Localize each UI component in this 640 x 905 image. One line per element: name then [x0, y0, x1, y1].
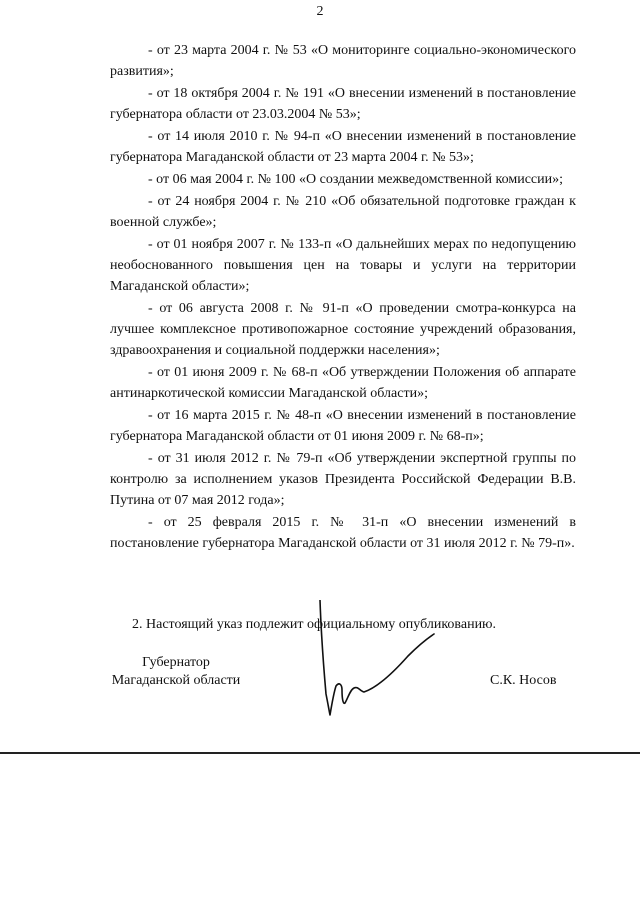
list-item-decree-10: - от 31 июля 2012 г. № 79-п «Об утверждении экспертной группы по контролю за исполнением указов Президента Российской Федерации В.В. Путина от 07 мая 2012 года»;	[110, 451, 576, 508]
signatory-title	[96, 654, 256, 690]
closing-clause: 2. Настоящий указ подлежит официальному опубликованию.	[132, 617, 497, 632]
page-divider	[0, 752, 640, 754]
list-item-decree-2: - от 18 октября 2004 г. № 191 «О внесении изменений в постановление губернатора области от 23.03.2004 № 53»;	[110, 86, 576, 122]
page-number: 2	[316, 4, 324, 19]
list-item-decree-5: - от 24 ноября 2004 г. № 210 «Об обязательной подготовке граждан к военной службе»;	[110, 194, 576, 230]
list-item-decree-11: - от 25 февраля 2015 г. № 31-п «О внесении изменений в постановление губернатора Магаданской области от 31 июля 2012 г. № 79-п».	[110, 515, 576, 551]
list-item-decree-3: - от 14 июля 2010 г. № 94-п «О внесении изменений в постановление губернатора Магаданской области от 23 марта 2004 г. № 53»;	[110, 129, 576, 165]
list-item-decree-6: - от 01 ноября 2007 г. № 133-п «О дальнейших мерах по недопущению необоснованного повышения цен на товары и услуги на территории Магаданской области»;	[110, 237, 576, 294]
list-item-decree-8: - от 01 июня 2009 г. № 68-п «Об утверждении Положения об аппарате антинаркотической комиссии Магаданской области»;	[110, 365, 576, 401]
handwritten-signature	[312, 600, 462, 722]
list-item-decree-1: - от 23 марта 2004 г. № 53 «О мониторинге социально-экономического развития»;	[110, 43, 576, 79]
list-item-decree-7: - от 06 августа 2008 г. № 91-п «О проведении смотра-конкурса на лучшее комплексное противопожарное состояние учреждений образования, здравоохранения и социальной поддержки населения»;	[110, 301, 576, 358]
list-item-decree-4: - от 06 мая 2004 г. № 100 «О создании межведомственной комиссии»;	[148, 172, 563, 187]
decree-body	[110, 40, 576, 554]
signatory-title-line-1: Губернатор	[142, 655, 210, 670]
list-item-decree-9: - от 16 марта 2015 г. № 48-п «О внесении изменений в постановление губернатора Магаданской области от 01 июня 2009 г. № 68-п»;	[110, 408, 576, 444]
signatory-title-line-2: Магаданской области	[111, 673, 241, 688]
signatory-name: С.К. Носов	[490, 673, 557, 688]
